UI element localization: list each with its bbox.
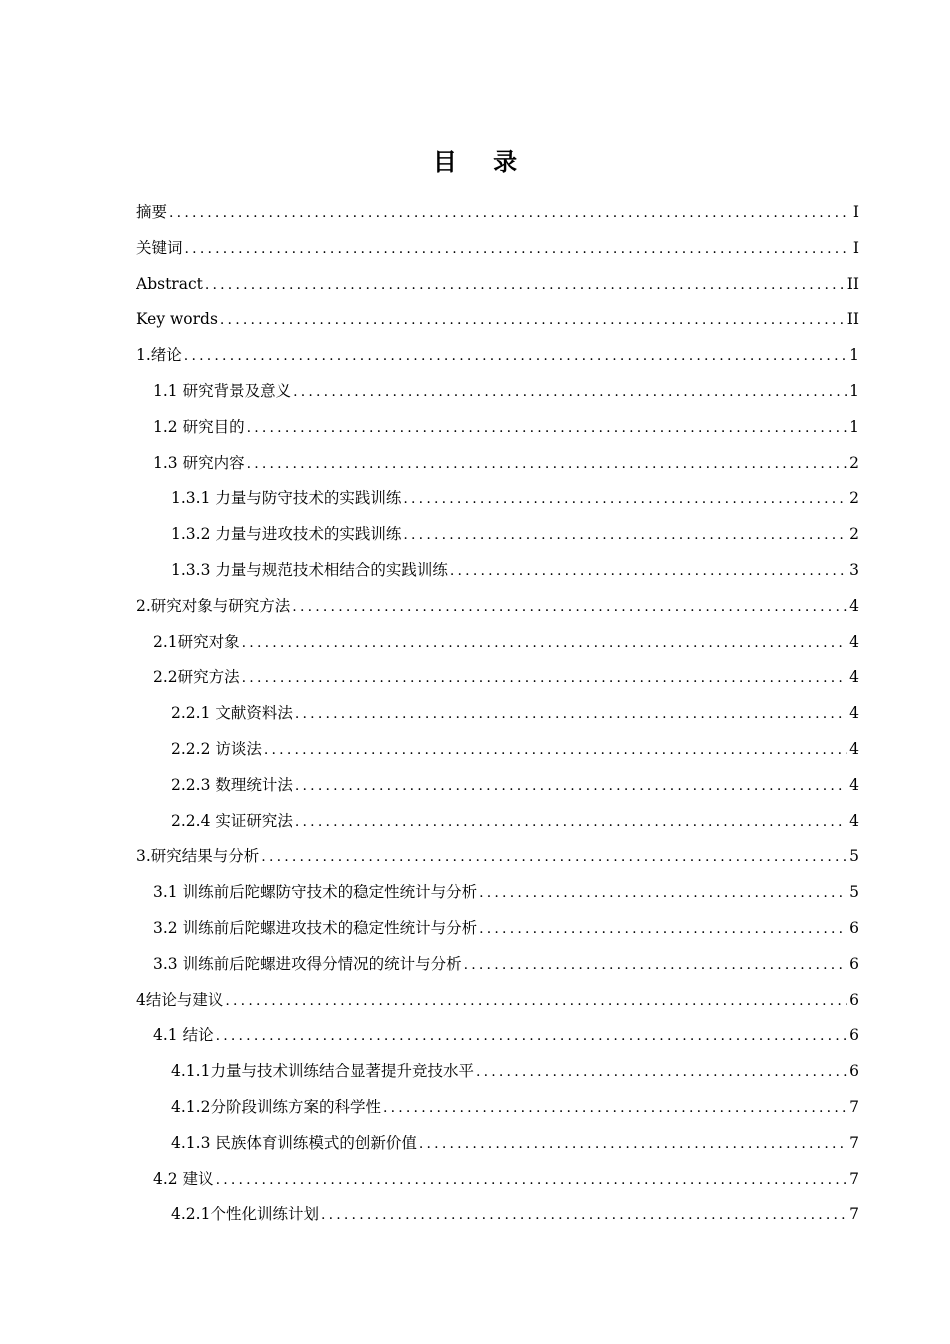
toc-entry[interactable] <box>136 195 859 231</box>
toc-entry[interactable] <box>136 947 859 983</box>
toc-entry[interactable] <box>136 374 859 410</box>
toc-dot-leader <box>292 590 847 625</box>
toc-page-number: 6 <box>849 954 859 973</box>
toc-page-number: 4 <box>849 632 859 651</box>
toc-entry[interactable] <box>136 804 859 840</box>
toc-page-number: 7 <box>849 1169 859 1188</box>
toc-page-number: 4 <box>849 668 859 687</box>
toc-page-number: 6 <box>849 1062 859 1081</box>
toc-entry[interactable] <box>136 1018 859 1054</box>
toc-dot-leader <box>295 769 847 804</box>
toc-page-number: 1 <box>849 346 859 365</box>
toc-entry-label: 3.3 训练前后陀螺进攻得分情况的统计与分析 <box>153 954 462 973</box>
toc-dot-leader <box>403 518 847 553</box>
toc-entry-label: 1.绪论 <box>136 346 182 365</box>
toc-entry[interactable] <box>136 446 859 482</box>
toc-dot-leader <box>216 1163 848 1198</box>
toc-page-number: 4 <box>849 739 859 758</box>
toc-page-number: 7 <box>849 1097 859 1116</box>
toc-entry-label: 3.研究结果与分析 <box>136 847 260 866</box>
toc-entry[interactable] <box>136 589 859 625</box>
toc-page-number: 7 <box>849 1205 859 1224</box>
toc-entry-label: 1.3 研究内容 <box>153 453 245 472</box>
toc-entry-label: 4.1.2分阶段训练方案的科学性 <box>171 1097 381 1116</box>
toc-entry-label: 2.2.4 实证研究法 <box>171 811 293 830</box>
toc-page-number: II <box>846 274 859 293</box>
toc-entry-label: 1.2 研究目的 <box>153 417 245 436</box>
toc-entry-label: 4.1.1力量与技术训练结合显著提升竞技水平 <box>171 1062 474 1081</box>
toc-entry-label: 1.1 研究背景及意义 <box>153 381 292 400</box>
toc-page-number: I <box>852 203 859 221</box>
toc-entry-label: 1.3.3 力量与规范技术相结合的实践训练 <box>171 560 448 579</box>
toc-entry[interactable] <box>136 1162 859 1198</box>
toc-entry-label: 2.1研究对象 <box>153 632 240 651</box>
toc-dot-leader <box>184 339 847 374</box>
toc-dot-leader <box>403 482 847 517</box>
toc-entry[interactable] <box>136 302 859 338</box>
toc-page-number: 4 <box>849 811 859 830</box>
toc-page-number: 1 <box>849 417 859 436</box>
toc-page-number: 5 <box>849 847 859 866</box>
table-of-contents <box>136 195 859 1233</box>
toc-entry-label: 1.3.1 力量与防守技术的实践训练 <box>171 489 402 508</box>
toc-entry[interactable] <box>136 1197 859 1233</box>
toc-dot-leader <box>185 232 851 267</box>
toc-entry[interactable] <box>136 768 859 804</box>
toc-entry[interactable] <box>136 911 859 947</box>
toc-dot-leader <box>464 948 848 983</box>
toc-entry[interactable] <box>136 267 859 303</box>
toc-page-number: 3 <box>849 560 859 579</box>
toc-page-number: 1 <box>849 381 859 400</box>
toc-dot-leader <box>216 1019 848 1054</box>
toc-dot-leader <box>321 1198 847 1233</box>
toc-entry-label: 1.3.2 力量与进攻技术的实践训练 <box>171 525 402 544</box>
toc-entry[interactable] <box>136 1054 859 1090</box>
toc-entry[interactable] <box>136 696 859 732</box>
toc-entry-label: 4.2 建议 <box>153 1169 214 1188</box>
toc-page-number: 5 <box>849 883 859 902</box>
toc-entry[interactable] <box>136 732 859 768</box>
toc-entry[interactable] <box>136 660 859 696</box>
toc-dot-leader <box>479 912 847 947</box>
toc-entry[interactable] <box>136 983 859 1019</box>
toc-dot-leader <box>225 984 847 1019</box>
toc-page-number: 4 <box>849 775 859 794</box>
toc-entry-label: 4.1 结论 <box>153 1026 214 1045</box>
toc-entry-label: 3.1 训练前后陀螺防守技术的稳定性统计与分析 <box>153 883 478 902</box>
toc-dot-leader <box>242 661 847 696</box>
toc-dot-leader <box>383 1091 847 1126</box>
toc-page-number: I <box>852 238 859 257</box>
toc-entry-label: 4结论与建议 <box>136 990 224 1009</box>
page-title: 目 录 <box>432 148 532 176</box>
toc-entry-label: 4.2.1个性化训练计划 <box>171 1205 319 1224</box>
toc-page-number: 4 <box>849 704 859 723</box>
toc-entry-label: 2.研究对象与研究方法 <box>136 596 291 615</box>
toc-page-number: 4 <box>849 596 859 615</box>
toc-entry[interactable] <box>136 481 859 517</box>
toc-dot-leader <box>242 626 847 661</box>
toc-entry-label: 3.2 训练前后陀螺进攻技术的稳定性统计与分析 <box>153 918 478 937</box>
toc-entry[interactable] <box>136 1126 859 1162</box>
toc-entry[interactable] <box>136 553 859 589</box>
toc-dot-leader <box>479 876 847 911</box>
toc-dot-leader <box>205 268 845 303</box>
toc-dot-leader <box>419 1127 847 1162</box>
toc-entry-label: 2.2.1 文献资料法 <box>171 704 293 723</box>
toc-dot-leader <box>450 554 847 589</box>
toc-dot-leader <box>295 697 847 732</box>
toc-entry[interactable] <box>136 875 859 911</box>
toc-dot-leader <box>247 447 848 482</box>
toc-entry-label: 摘要 <box>136 203 168 221</box>
toc-entry[interactable] <box>136 410 859 446</box>
toc-page-number: 2 <box>849 489 859 508</box>
toc-dot-leader <box>261 840 847 875</box>
toc-dot-leader <box>247 411 848 446</box>
toc-page-number: 2 <box>849 453 859 472</box>
toc-entry[interactable] <box>136 839 859 875</box>
toc-entry[interactable] <box>136 625 859 661</box>
toc-entry-label: 4.1.3 民族体育训练模式的创新价值 <box>171 1133 417 1152</box>
toc-page-number: 7 <box>849 1133 859 1152</box>
toc-entry[interactable] <box>136 338 859 374</box>
toc-page-number: 6 <box>849 990 859 1009</box>
toc-entry[interactable] <box>136 1090 859 1126</box>
toc-entry-label: Key words <box>136 310 218 329</box>
toc-entry[interactable] <box>136 517 859 553</box>
toc-dot-leader <box>169 196 851 231</box>
toc-dot-leader <box>264 733 847 768</box>
toc-entry-label: 2.2研究方法 <box>153 668 240 687</box>
toc-entry-label: 2.2.2 访谈法 <box>171 739 262 758</box>
toc-entry-label: 2.2.3 数理统计法 <box>171 775 293 794</box>
toc-dot-leader <box>220 303 845 338</box>
toc-entry-label: Abstract <box>136 274 203 293</box>
toc-dot-leader <box>476 1055 847 1090</box>
toc-entry-label: 关键词 <box>136 238 183 257</box>
toc-dot-leader <box>293 375 847 410</box>
toc-page-number: 6 <box>849 918 859 937</box>
toc-page-number: 2 <box>849 525 859 544</box>
toc-page-number: 6 <box>849 1026 859 1045</box>
toc-dot-leader <box>295 805 847 840</box>
toc-entry[interactable] <box>136 231 859 267</box>
toc-page-number: II <box>846 310 859 329</box>
